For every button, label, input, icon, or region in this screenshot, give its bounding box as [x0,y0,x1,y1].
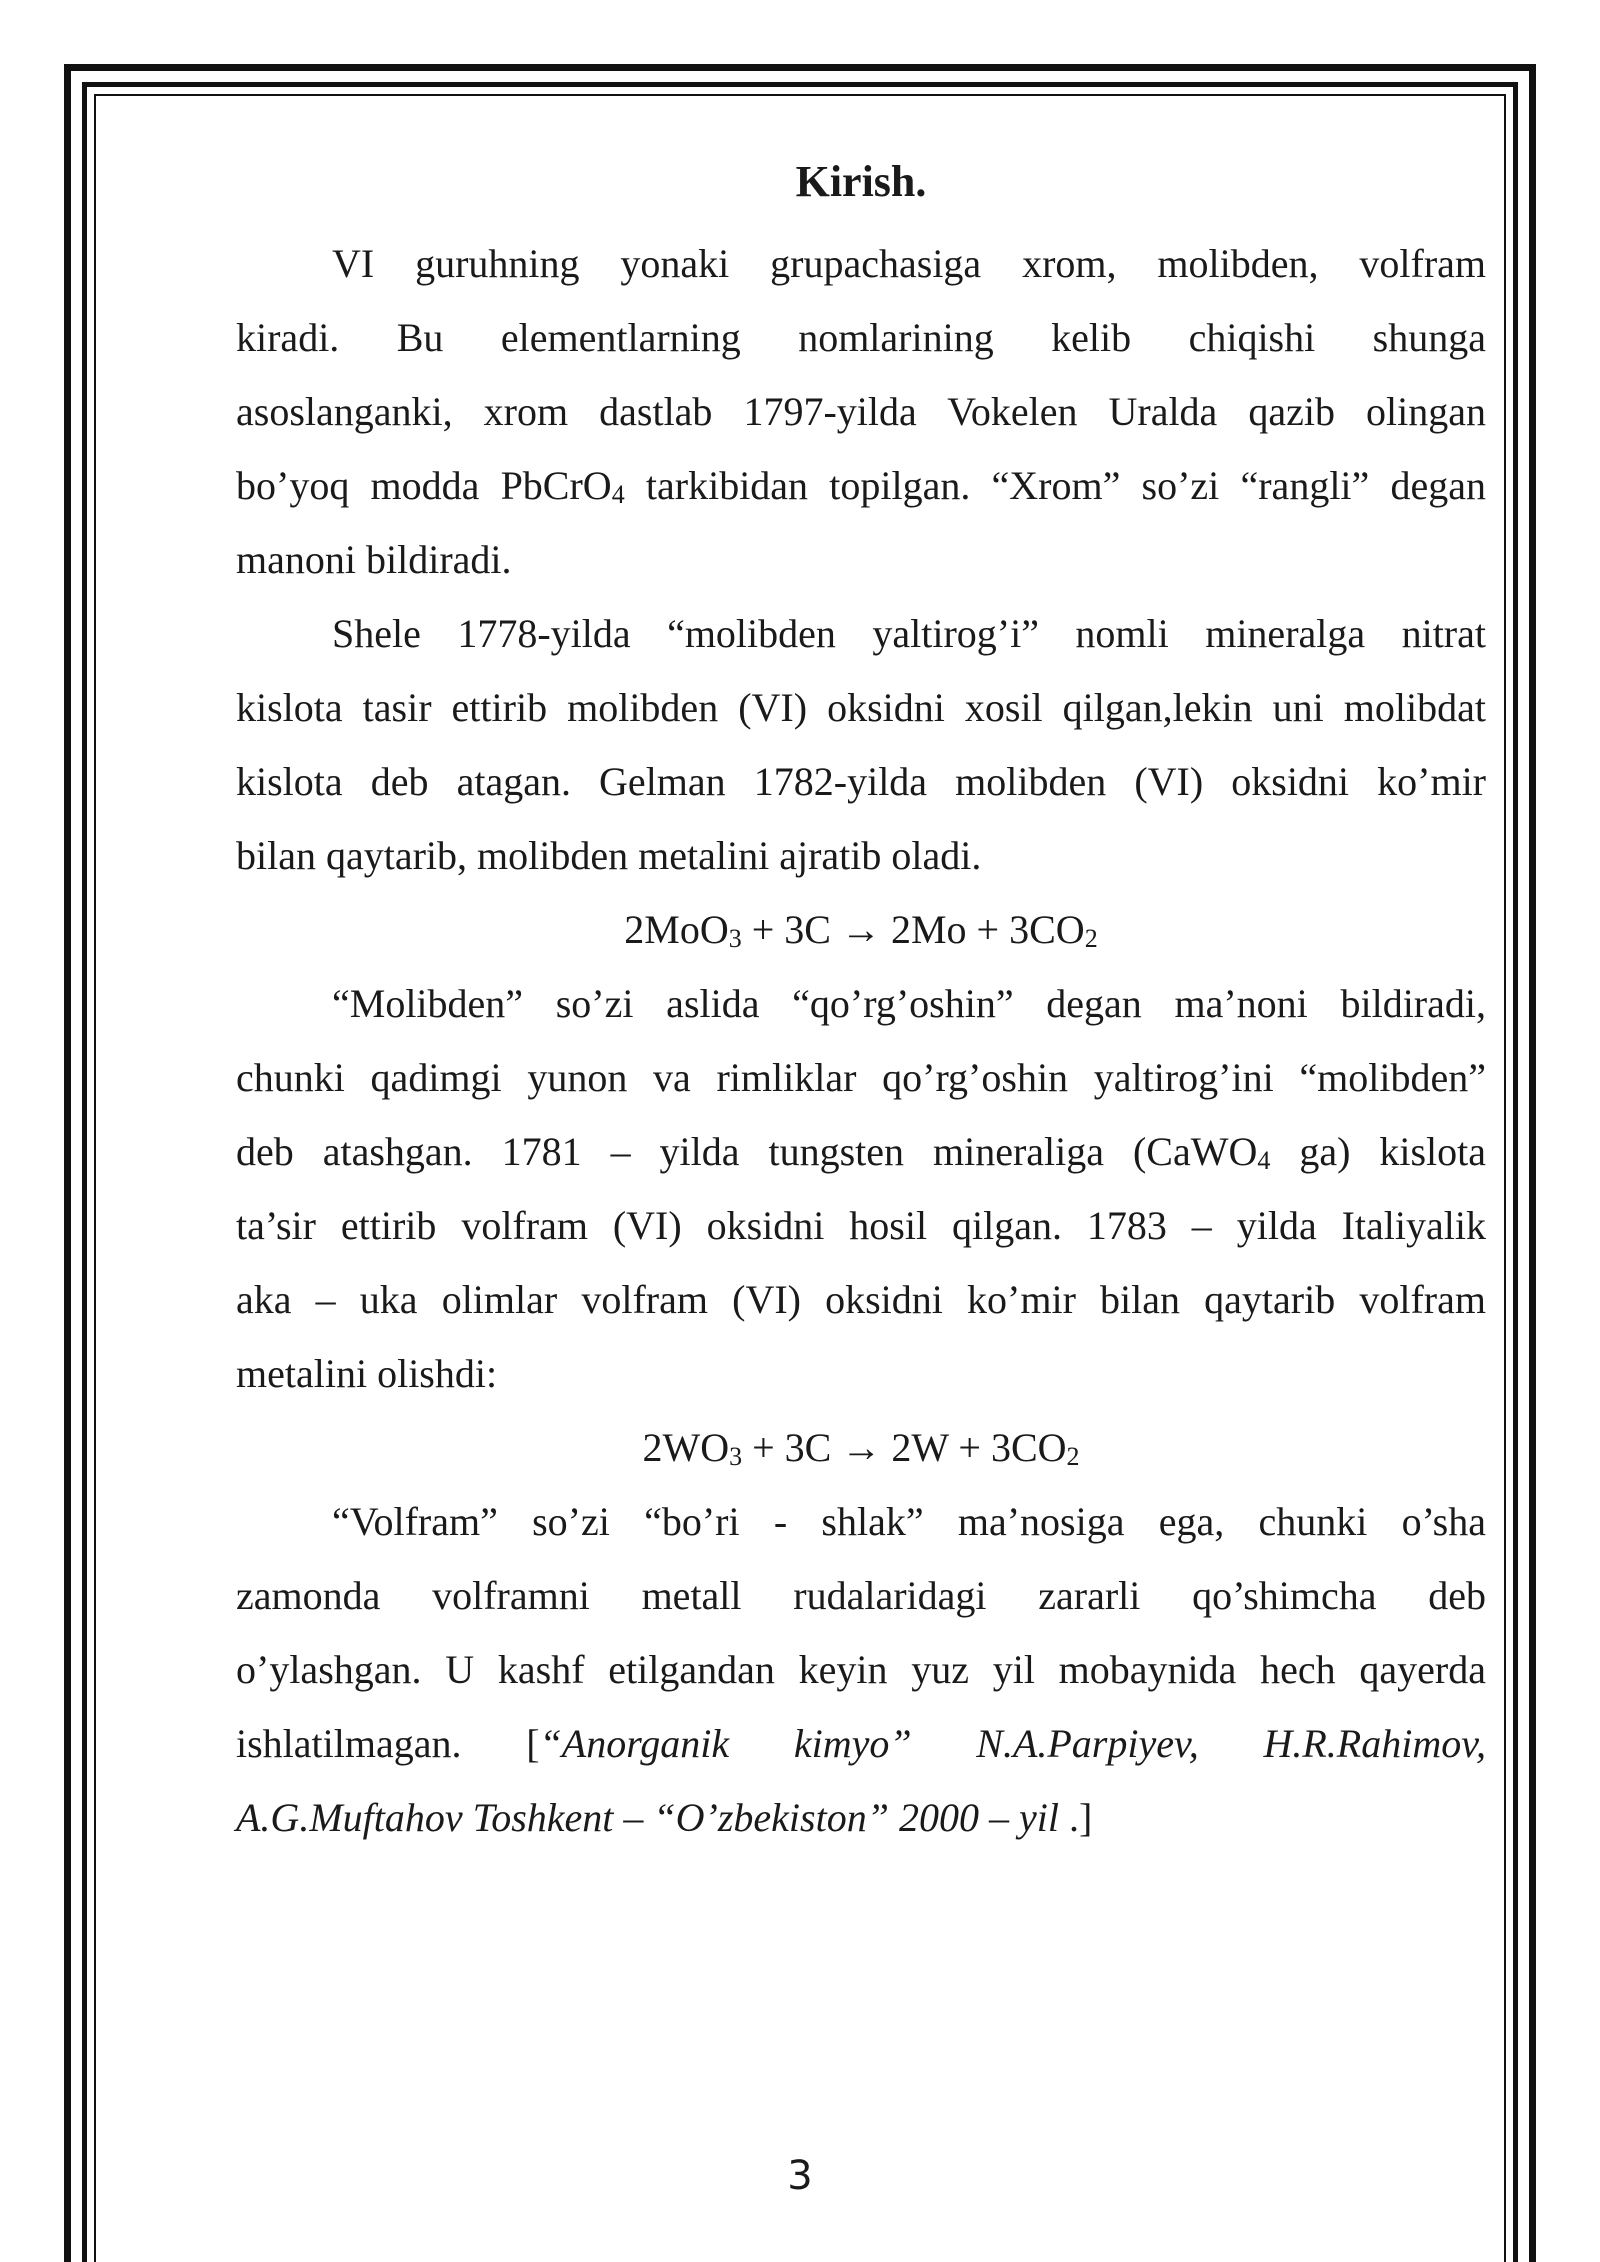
paragraph-line: Shele 1778-yilda “molibden yaltirog’i” nomli mineralga nitrat [332,611,1486,656]
paragraph-line: ta’sir ettirib volfram (VI) oksidni hosil qilgan. 1783 – yilda Italiyalik [236,1203,1486,1248]
paragraph-line: o’ylashgan. U kashf etilgandan keyin yuz yil mobaynida hech qayerda [236,1647,1486,1692]
paragraph-line: chunki qadimgi yunon va rimliklar qo’rg’oshin yaltirog’ini “molibden” [236,1055,1486,1100]
paragraph-line: manoni bildiradi. [236,537,512,582]
paragraph-line: metalini olishdi: [236,1351,498,1396]
chemical-equation: $2MoO_3 + 3C \to 2Mo + 3CO_2$ [624,907,1098,953]
document-title: Kirish. [795,157,927,206]
paragraph-line: “Molibden” so’zi aslida “qo’rg’oshin” degan ma’noni bildiradi, [332,981,1486,1026]
citation-line: A.G.Muftahov Toshkent – “O’zbekiston” 2000 – yil .] [236,1795,1093,1840]
citation-line: ishlatilmagan. [“Anorganik kimyo” N.A.Parpiyev, H.R.Rahimov, [236,1721,1486,1766]
chemical-equation: $2WO_3 + 3C \to 2W + 3CO_2$ [642,1425,1080,1471]
paragraph-line: “Volfram” so’zi “bo’ri - shlak” ma’nosiga ega, chunki o’sha [332,1499,1486,1544]
paragraph-line: bilan qaytarib, molibden metalini ajratib oladi. [236,833,982,878]
paragraph-line: deb atashgan. 1781 – yilda tungsten mineraliga (CaWO$_4$ ga) kislota [236,1129,1487,1175]
paragraph-line: bo’yoq modda PbCrO$_4$ tarkibidan topilgan. “Xrom” so’zi “rangli” degan [236,463,1486,509]
page-number: 3 [787,2153,813,2199]
paragraph-line: asoslanganki, xrom dastlab 1797-yilda Vokelen Uralda qazib olingan [236,389,1486,434]
paragraph-line: kislota tasir ettirib molibden (VI) oksidni xosil qilgan,lekin uni molibdat [236,685,1486,730]
paragraph-line: VI guruhning yonaki grupachasiga xrom, molibden, volfram [332,241,1486,286]
paragraph-line: aka – uka olimlar volfram (VI) oksidni ko’mir bilan qaytarib volfram [236,1277,1486,1322]
paragraph-line: kislota deb atagan. Gelman 1782-yilda molibden (VI) oksidni ko’mir [236,759,1486,804]
paragraph-line: kiradi. Bu elementlarning nomlarining kelib chiqishi shunga [236,315,1486,360]
paragraph-line: zamonda volframni metall rudalaridagi zararli qo’shimcha deb [236,1573,1486,1618]
